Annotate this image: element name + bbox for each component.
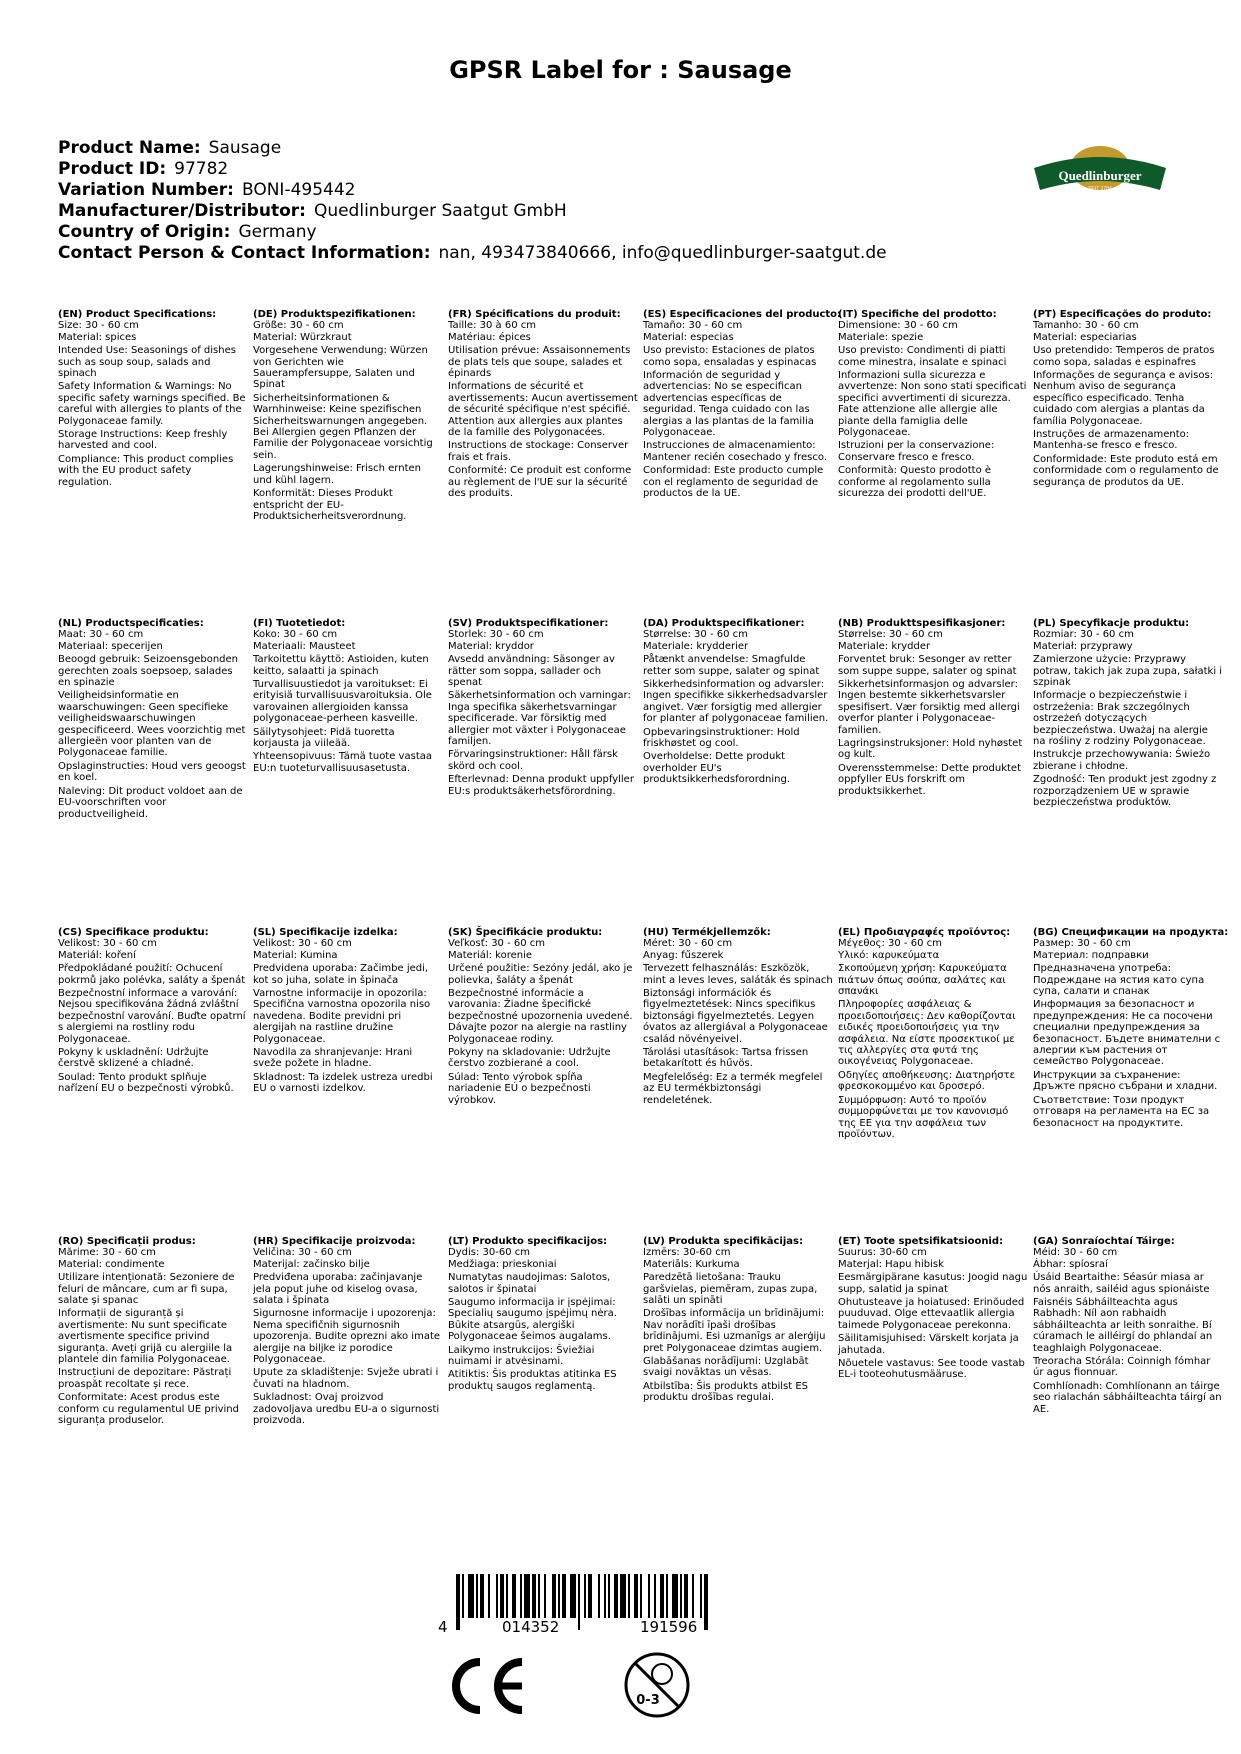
barcode-bar <box>640 1574 642 1618</box>
ce-mark <box>450 1656 530 1716</box>
spec-line: Méret: 30 - 60 cm <box>643 938 733 950</box>
barcode-bar <box>578 1574 580 1630</box>
barcode-bar <box>506 1574 508 1618</box>
spec-block <box>253 927 443 1095</box>
spec-line: Størrelse: 30 - 60 cm <box>643 629 748 641</box>
spec-line: Material: Würzkraut <box>253 331 352 343</box>
barcode-bar <box>692 1574 694 1618</box>
info-row <box>58 180 887 201</box>
spec-line: Utilisation prévue: Assaisonnements de plats tels que soupe, salades et épinards <box>448 345 631 380</box>
spec-block <box>58 309 248 488</box>
spec-line: Turvallisuustiedot ja varoitukset: Ei erityisiä turvallisuusvaroituksia. Ole varovainen allergioiden kanssa polygonaceae-perheen kasveille. <box>253 679 432 725</box>
spec-line: Veličina: 30 - 60 cm <box>253 1247 352 1259</box>
spec-line: Material: spices <box>58 331 137 343</box>
spec-line: Opbevaringsinstruktioner: Hold friskhøstet og cool. <box>643 726 800 750</box>
spec-line: Atbilstība: Šis produkts atbilst ES produktu drošības regulai. <box>643 1380 809 1404</box>
spec-line: Koko: 30 - 60 cm <box>253 629 338 641</box>
spec-line: Lagringsinstruksjoner: Hold nyhøstet og kult. <box>838 738 1023 761</box>
spec-line: Eesmärgipärane kasutus: Joogid nagu supp, salatid ja spinat <box>838 1272 1028 1295</box>
barcode-bar <box>700 1574 702 1618</box>
spec-line: Comhlíonadh: Comhlíonann an táirge seo rialachán sábháilteachta táirgí an AE. <box>1033 1380 1222 1415</box>
spec-line: Uso previsto: Estaciones de platos como sopa, ensaladas y espinacas <box>643 345 817 368</box>
spec-heading: (DE) Produktspezifikationen: <box>253 309 416 320</box>
spec-heading: (SV) Produktspecifikationer: <box>448 618 609 629</box>
spec-block <box>448 1236 638 1392</box>
spec-line: Yhteensopivuus: Tämä tuote vastaa EU:n tuoteturvallisuusasetusta. <box>253 751 432 774</box>
spec-line: Méid: 30 - 60 cm <box>1033 1247 1118 1259</box>
spec-line: Material: Kumina <box>253 949 338 961</box>
spec-line: Σκοπούμενη χρήση: Καρυκεύματα πιάτων όπως σούπα, σαλάτες και σπανάκι <box>838 963 1007 998</box>
info-label: Product ID: <box>58 159 167 179</box>
spec-block <box>838 1236 1028 1381</box>
spec-heading: (ES) Especificaciones del producto: <box>643 309 842 320</box>
spec-line: Materiál: koření <box>58 949 136 961</box>
spec-line: Información de seguridad y advertencias: No se especifican advertencias específicas de seguridad. Tenga cuidado con las alergias a las plantas de la familia Polygonaceae. <box>643 370 814 439</box>
spec-line: Instructions de stockage: Conserver frais et frais. <box>448 440 629 463</box>
spec-line: Uso previsto: Condimenti di piatti come minestra, insalate e spinaci <box>838 345 1007 368</box>
barcode-bar <box>608 1574 610 1618</box>
logo-text: Quedlinburger <box>1058 168 1142 183</box>
spec-line: Matériau: épices <box>448 331 531 343</box>
spec-heading: (HU) Termékjellemzők: <box>643 927 771 938</box>
spec-line: Storage Instructions: Keep freshly harvested and cool. <box>58 429 228 452</box>
spec-line: Predviđena uporaba: začinjavanje jela poput juhe od kiselog ovasa, salata i špinata <box>253 1272 423 1307</box>
spec-line: Avsedd användning: Säsonger av rätter som soppa, sallader och spenat <box>448 654 615 689</box>
barcode-bar <box>532 1574 536 1618</box>
spec-line: Treoracha Stórála: Coinnigh fómhar úr agus fionnuar. <box>1033 1356 1211 1379</box>
spec-line: Materiale: krydderier <box>643 640 749 652</box>
barcode-bar <box>660 1574 664 1618</box>
spec-line: Materjal: Hapu hibisk <box>838 1258 944 1270</box>
spec-line: Größe: 30 - 60 cm <box>253 320 344 332</box>
spec-heading: (FR) Spécifications du produit: <box>448 309 621 320</box>
spec-line: Materiale: krydder <box>838 640 931 652</box>
spec-line: Saugumo informacija ir įspėjimai: Specialių saugumo įspėjimų nėra. Būkite atsargūs, alergiški Polygonaceae šeimos augalams. <box>448 1297 617 1343</box>
spec-line: Utilizare intenționată: Sezoniere de feluri de mâncare, cum ar fi supa, salate și spanac <box>58 1272 235 1307</box>
spec-line: Συμμόρφωση: Αυτό το προϊόν συμμορφώνεται με τον κανονισμό της ΕΕ για την ασφάλεια των προϊόντων. <box>838 1094 1009 1140</box>
barcode-bar <box>552 1574 556 1618</box>
spec-line: Materiale: spezie <box>838 331 924 343</box>
spec-line: Υλικό: καρυκεύματα <box>838 949 940 961</box>
age-warning-icon <box>622 1650 692 1720</box>
spec-line: Numatytas naudojimas: Salotos, salotos ir špinatai <box>448 1272 611 1295</box>
spec-line: Lagerungshinweise: Frisch ernten und kühl lagern. <box>253 463 421 486</box>
barcode-digit-group-1: 014352 <box>502 1618 560 1636</box>
spec-block <box>643 1236 833 1404</box>
spec-line: Материал: подправки <box>1033 949 1149 961</box>
spec-line: Izmērs: 30-60 cm <box>643 1247 731 1259</box>
spec-line: Предназначена употреба: Подреждане на ястия като супа супа, салати и спанак <box>1033 963 1205 998</box>
barcode-bar <box>562 1574 566 1618</box>
barcode-bar <box>604 1574 606 1618</box>
barcode-bar <box>570 1574 576 1618</box>
spec-line: Informazioni sulla sicurezza e avvertenze: Non sono stati specificati specifici avvertimenti di sicurezza. Fate attenzione alle allergie alle piante della famiglia delle Polygonaceae. <box>838 370 1027 439</box>
spec-block <box>1033 1236 1223 1415</box>
barcode-digit-group-2: 191596 <box>640 1618 698 1636</box>
spec-line: Biztonsági információk és figyelmeztetések: Nincs specifikus biztonsági figyelmeztetés. Legyen óvatos az allergiával a Polygonaceae család növényeivel. <box>643 988 828 1045</box>
info-value: BONI-495442 <box>241 180 356 200</box>
barcode-bar <box>634 1574 638 1618</box>
spec-block <box>643 927 833 1106</box>
spec-block <box>1033 618 1223 809</box>
barcode-bar <box>666 1574 668 1618</box>
spec-line: Material: condimente <box>58 1258 165 1270</box>
spec-line: Drošības informācija un brīdinājumi: Nav norādīti īpaši drošības brīdinājumi. Esi uzmanīgs ar alerģiju pret Polygonaceae dzimtas augiem. <box>643 1308 826 1354</box>
info-row <box>58 222 887 243</box>
spec-line: Conformidad: Este producto cumple con el reglamento de seguridad de productos de la UE. <box>643 465 824 500</box>
spec-line: Istruzioni per la conservazione: Conservare fresco e fresco. <box>838 440 995 463</box>
spec-line: Material: especiarias <box>1033 331 1137 343</box>
spec-line: Säkerhetsinformation och varningar: Inga specifika säkerhetsvarningar specificerade. Var försiktig med allergier mot växter i Polygonaceae familjen. <box>448 690 631 748</box>
spec-line: Οδηγίες αποθήκευσης: Διατηρήστε φρεσκοκομμένο και δροσερό. <box>838 1069 1016 1093</box>
spec-line: Tarkoitettu käyttö: Astioiden, kuten keitto, salaatti ja spinach <box>253 654 429 677</box>
spec-line: Dimensione: 30 - 60 cm <box>838 320 958 332</box>
spec-line: Säilytysohjeet: Pidä tuoretta korjausta ja viileää. <box>253 726 395 750</box>
spec-line: Compliance: This product complies with the EU product safety regulation. <box>58 453 234 488</box>
info-label: Manufacturer/Distributor: <box>58 201 306 221</box>
spec-line: Suurus: 30-60 cm <box>838 1247 927 1259</box>
spec-block <box>448 309 638 500</box>
barcode-bar <box>684 1574 688 1618</box>
spec-line: Taille: 30 à 60 cm <box>448 320 536 332</box>
spec-block <box>58 1236 248 1427</box>
spec-line: Laikymo instrukcijos: Šviežiai nuimami ir atvėsinami. <box>448 1344 595 1368</box>
spec-line: Předpokládané použití: Ochucení pokrmů jako polévka, saláty a špenát <box>58 963 246 986</box>
barcode-bar <box>468 1574 474 1618</box>
spec-line: Tamanho: 30 - 60 cm <box>1033 320 1139 332</box>
spec-heading: (DA) Produktspecifikationer: <box>643 618 805 629</box>
spec-line: Informações de segurança e avisos: Nenhum aviso de segurança específico especificado. Tenha cuidado com alergias a plantas da família Polygonaceae. <box>1033 370 1214 427</box>
barcode-bar <box>512 1574 516 1618</box>
spec-line: Информация за безопасност и предупреждения: Не са посочени специални предупреждения за безопасност. Бъдете внимателни с алергии към растения от семейство Polygonaceae. <box>1033 999 1221 1068</box>
spec-line: Veľkosť: 30 - 60 cm <box>448 938 546 950</box>
barcode-bar <box>462 1574 464 1618</box>
spec-line: Material: kryddor <box>448 640 534 652</box>
info-value: Sausage <box>208 138 282 158</box>
info-value: nan, 493473840666, info@quedlinburger-saatgut.de <box>438 243 887 263</box>
spec-line: Ohutusteave ja hoiatused: Erinõuded puuduvad. Olge ettevaatlik allergia taimede Polygonaceae perekonna. <box>838 1297 1025 1331</box>
page-title: GPSR Label for : Sausage <box>449 56 792 84</box>
spec-line: Materiaal: specerijen <box>58 640 163 652</box>
spec-line: Pokyny na skladovanie: Udržujte čerstvo zozbierané a cool. <box>448 1047 611 1070</box>
barcode-bar <box>500 1574 504 1618</box>
spec-line: Conformitate: Acest produs este conform cu regulamentul UE privind siguranța produselor. <box>58 1392 239 1427</box>
spec-line: Sikkerhetsinformasjon og advarsler: Ingen bestemte sikkerhetsvarsler spesifisert. Vær forsiktig med allergi overfor planter i Polygonaceae-familien. <box>838 679 1020 736</box>
spec-line: Tárolási utasítások: Tartsa frissen betakarított és hűvös. <box>643 1047 809 1070</box>
barcode-bar <box>480 1574 484 1618</box>
info-row <box>58 138 887 159</box>
spec-line: Materiál: korenie <box>448 949 533 961</box>
barcode-bar <box>628 1574 630 1618</box>
spec-line: Velikost: 30 - 60 cm <box>58 938 157 950</box>
spec-line: Upute za skladištenje: Svježe ubrati i čuvati na hladnom. <box>253 1367 439 1390</box>
brand-logo <box>1030 138 1170 202</box>
spec-line: Veiligheidsinformatie en waarschuwingen: Geen specifieke veiligheidswaarschuwingen gespecificeerd. Wees voorzichtig met allergieën voor planten van de Polygonaceae familie. <box>58 690 246 759</box>
spec-block <box>1033 309 1223 488</box>
spec-line: Informations de sécurité et avertissements: Aucun avertissement de sécurité spécifique n'est spécifié. Attention aux allergies aux plantes de la famille des Polygonacées. <box>448 381 638 439</box>
barcode-bar <box>704 1574 708 1630</box>
spec-block <box>58 927 248 1095</box>
spec-line: Rozmiar: 30 - 60 cm <box>1033 629 1134 641</box>
info-row <box>58 201 887 222</box>
barcode-bar <box>584 1574 586 1618</box>
spec-line: Instrucciones de almacenamiento: Mantener recién cosechado y fresco. <box>643 440 828 463</box>
spec-heading: (EL) Προδιαγραφές προϊόντος: <box>838 927 1011 938</box>
spec-line: Intended Use: Seasonings of dishes such as soup soup, salads and spinach <box>58 345 236 380</box>
spec-line: Conformidade: Este produto está em conformidade com o regulamento de segurança de produtos da UE. <box>1033 453 1219 488</box>
spec-line: Paredzētā lietošana: Trauku garšvielas, piemēram, zupas zupa, salāti un spināti <box>643 1272 818 1307</box>
spec-block <box>253 309 443 522</box>
spec-line: Overensstemmelse: Dette produktet oppfyller EUs forskrift om produktsikkerhet. <box>838 762 1021 797</box>
spec-line: Beoogd gebruik: Seizoensgebonden gerechten zoals soepsoep, salades en spinazie <box>58 654 239 689</box>
spec-line: Velikost: 30 - 60 cm <box>253 938 352 950</box>
spec-line: Zgodność: Ten produkt jest zgodny z rozporządzeniem UE w sprawie bezpieczeństwa produktów. <box>1033 774 1217 809</box>
spec-heading: (CS) Specifikace produktu: <box>58 927 209 938</box>
spec-line: Инструкции за съхранение: Дръжте прясно събрани и хладни. <box>1033 1069 1218 1093</box>
barcode-bar <box>558 1574 560 1618</box>
barcode-bar <box>620 1574 626 1618</box>
spec-line: Varnostne informacije in opozorila: Specifična varnostna opozorila niso navedena. Bodite previdni pri alergijah na rastline družine Polygonaceae. <box>253 988 431 1045</box>
info-value: Germany <box>238 222 317 242</box>
barcode-bar <box>588 1574 592 1618</box>
spec-line: Glabāšanas norādījumi: Uzglabāt svaigi novāktas un vēsas. <box>643 1356 809 1379</box>
spec-line: Materiał: przyprawy <box>1033 640 1133 652</box>
spec-heading: (NB) Produkttspesifikasjoner: <box>838 618 1006 629</box>
info-label: Product Name: <box>58 138 201 158</box>
spec-line: Material: especias <box>643 331 734 343</box>
spec-line: Nõuetele vastavus: See toode vastab EL-i tooteohutusmääruse. <box>838 1358 1025 1381</box>
info-row <box>58 159 887 180</box>
spec-line: Bezpečnostné informácie a varovania: Žiadne špecifické bezpečnostné upozornenia uvedené. Dávajte pozor na alergie na rastliny Polygonaceae rodiny. <box>448 988 633 1045</box>
spec-line: Instruções de armazenamento: Mantenha-se fresco e fresco. <box>1033 429 1190 452</box>
spec-line: Mărime: 30 - 60 cm <box>58 1247 156 1259</box>
barcode-bar <box>672 1574 678 1618</box>
spec-line: Instrukcje przechowywania: Świeżo zbierane i chłodne. <box>1033 749 1211 772</box>
spec-line: Zamierzone użycie: Przyprawy potraw, takich jak zupa zupa, sałatki i szpinak <box>1033 654 1223 689</box>
product-info <box>58 138 887 264</box>
spec-line: Opslaginstructies: Houd vers geoogst en koel. <box>58 760 246 784</box>
info-value: 97782 <box>174 159 229 179</box>
info-label: Contact Person & Contact Information: <box>58 243 431 263</box>
spec-line: Uso pretendido: Temperos de pratos como sopa, saladas e espinafres <box>1033 345 1215 368</box>
spec-line: Størrelse: 30 - 60 cm <box>838 629 943 641</box>
logo-subtext: SEIT 1784 <box>1088 186 1112 192</box>
spec-heading: (LV) Produkta specifikācijas: <box>643 1236 803 1247</box>
spec-block <box>253 1236 443 1427</box>
spec-line: Materiaali: Mausteet <box>253 640 356 652</box>
spec-line: Forventet bruk: Sesonger av retter som suppe suppe, salater og spinat <box>838 654 1017 677</box>
spec-heading: (ET) Toote spetsifikatsioonid: <box>838 1236 1004 1247</box>
spec-line: Megfelelőség: Ez a termék megfelel az EU termékbiztonsági rendeletének. <box>643 1071 823 1106</box>
spec-line: Naleving: Dit product voldoet aan de EU-voorschriften voor productveiligheid. <box>58 785 243 820</box>
spec-line: Sikkerhedsinformation og advarsler: Ingen specifikke sikkerhedsadvarsler angivet. Vær forsigtig med allergier for planter af polygonaceae familien. <box>643 679 829 725</box>
spec-line: Storlek: 30 - 60 cm <box>448 629 544 641</box>
spec-line: Faisnéis Sábháilteachta agus Rabhadh: Níl aon rabhaidh sábháilteachta ar leith sonraithe. Bí cúramach le ailléirgí do phlandaí an teaghlaigh Polygonaceae. <box>1033 1297 1213 1354</box>
spec-line: Size: 30 - 60 cm <box>58 320 139 332</box>
barcode-bar <box>476 1574 478 1618</box>
spec-line: Πληροφορίες ασφάλειας & προειδοποιήσεις: Δεν καθορίζονται ειδικές προειδοποιήσεις για την ασφάλεια. Να είστε προσεκτικοί με τις αλλεργίες στα φυτά της οικογένειας Polygonaceae. <box>838 999 1016 1068</box>
spec-heading: (BG) Спецификации на продукта: <box>1033 927 1229 938</box>
spec-line: Förvaringsinstruktioner: Håll färsk skörd och cool. <box>448 749 618 772</box>
spec-line: Konformität: Dieses Produkt entspricht der EU-Produktsicherheitsverordnung. <box>253 488 407 522</box>
spec-line: Informacje o bezpieczeństwie i ostrzeżenia: Brak szczególnych ostrzeżeń dotyczących bezpieczeństwa. Uważaj na alergie na rośliny z rodziny Polygonaceae. <box>1033 690 1208 748</box>
spec-line: Maat: 30 - 60 cm <box>58 629 144 641</box>
spec-heading: (RO) Specificații produs: <box>58 1236 196 1247</box>
spec-line: Tamaño: 30 - 60 cm <box>643 320 743 332</box>
barcode-bar <box>544 1574 546 1618</box>
spec-block <box>448 927 638 1106</box>
spec-line: Navodila za shranjevanje: Hrani sveže požete in hladne. <box>253 1047 413 1070</box>
age-warning-label: 0-3 <box>636 1693 660 1708</box>
spec-heading: (FI) Tuotetiedot: <box>253 618 346 629</box>
spec-line: Sukladnost: Ovaj proizvod zadovoljava uredbu EU-a o sigurnosti proizvoda. <box>253 1392 440 1427</box>
spec-heading: (PT) Especificações do produto: <box>1033 309 1212 320</box>
spec-heading: (PL) Specyfikacje produktu: <box>1033 618 1190 629</box>
spec-line: Atitiktis: Šis produktas atitinka ES produktų saugos reglamentą. <box>448 1369 617 1392</box>
spec-block <box>253 618 443 774</box>
spec-block <box>448 618 638 797</box>
spec-heading: (NL) Productspecificaties: <box>58 618 204 629</box>
spec-block <box>643 309 842 500</box>
spec-line: Ábhar: spíosraí <box>1033 1258 1108 1270</box>
barcode-bar <box>538 1574 540 1618</box>
spec-line: Påtænkt anvendelse: Smagfulde retter som suppe, salater og spinat <box>643 654 820 677</box>
barcode-bar <box>654 1574 656 1618</box>
barcode-digit-lead: 4 <box>438 1618 448 1636</box>
spec-line: Dydis: 30-60 cm <box>448 1247 530 1259</box>
barcode-bar <box>488 1574 490 1618</box>
info-row <box>58 243 887 264</box>
spec-line: Bezpečnostní informace a varování: Nejsou specifikována žádná zvláštní bezpečnostní varování. Buďte opatrní s alergiemi na rostliny rodu Polygonaceae. <box>58 988 246 1045</box>
barcode-bar <box>496 1574 498 1618</box>
spec-line: Sigurnosne informacije i upozorenja: Nema specifičnih sigurnosnih upozorenja. Budite oprezni ako imate alergije na biljke iz porodice Polygonaceae. <box>253 1308 441 1366</box>
spec-line: Materiāls: Kurkuma <box>643 1258 740 1270</box>
spec-heading: (HR) Specifikacije proizvoda: <box>253 1236 416 1247</box>
barcode-bar <box>598 1574 600 1618</box>
spec-heading: (IT) Specifiche del prodotto: <box>838 309 997 320</box>
spec-heading: (LT) Produkto specifikacijos: <box>448 1236 608 1247</box>
spec-line: Conformità: Questo prodotto è conforme al regolamento sulla sicurezza dei prodotti dell'UE. <box>838 465 992 500</box>
spec-line: Tervezett felhasználás: Eszközök, mint a leves leves, saláták és spinach <box>643 963 833 986</box>
spec-line: Съответствие: Този продукт отговаря на регламента на ЕС за безопасност на продуктите. <box>1033 1094 1210 1129</box>
spec-line: Súlad: Tento výrobok spĺňa nariadenie EÚ o bezpečnosti výrobkov. <box>448 1071 591 1106</box>
barcode <box>446 1574 716 1658</box>
spec-block <box>643 618 833 786</box>
barcode-bar <box>520 1574 522 1618</box>
spec-line: Pokyny k uskladnění: Udržujte čerstvě sklizené a chladné. <box>58 1047 209 1070</box>
spec-line: Skladnost: Ta izdelek ustreza uredbi EU o varnosti izdelkov. <box>253 1071 433 1095</box>
spec-line: Размер: 30 - 60 cm <box>1033 938 1131 950</box>
barcode-bar <box>614 1574 618 1618</box>
spec-line: Materijal: začinsko bilje <box>253 1258 370 1270</box>
spec-line: Instrucțiuni de depozitare: Păstrați proaspăt recoltate și rece. <box>58 1367 232 1390</box>
spec-line: Sicherheitsinformationen & Warnhinweise: Keine spezifischen Sicherheitswarnungen angegeben. Bei Allergien gegen Pflanzen der Familie der Polygonaceae vorsichtig sein. <box>253 392 433 461</box>
spec-heading: (EN) Product Specifications: <box>58 309 217 320</box>
spec-line: Určené použitie: Sezóny jedál, ako je polievka, šaláty a špenát <box>448 963 633 986</box>
spec-line: Medžiaga: prieskoniai <box>448 1258 557 1270</box>
barcode-bar <box>680 1574 682 1618</box>
spec-block <box>1033 927 1229 1129</box>
spec-block <box>58 618 248 820</box>
spec-line: Efterlevnad: Denna produkt uppfyller EU:s produktsäkerhetsförordning. <box>448 774 634 797</box>
spec-line: Soulad: Tento produkt splňuje nařízení EU o bezpečnosti výrobků. <box>58 1071 234 1095</box>
spec-line: Vorgesehene Verwendung: Würzen von Gerichten wie Sauerampfersuppe, Salaten und Spinat <box>253 345 428 391</box>
spec-heading: (SL) Specifikacije izdelka: <box>253 927 398 938</box>
barcode-bar <box>524 1574 530 1618</box>
spec-line: Μέγεθος: 30 - 60 cm <box>838 938 942 950</box>
spec-block <box>838 309 1028 500</box>
spec-heading: (GA) Sonraíochtaí Táirge: <box>1033 1236 1175 1247</box>
barcode-bar <box>648 1574 650 1618</box>
spec-line: Predvidena uporaba: Začimbe jedi, kot so juha, solate in špinača <box>253 963 429 986</box>
spec-line: Úsáid Beartaithe: Séasúr miasa ar nós anraith, sailéid agus spionáiste <box>1033 1272 1210 1295</box>
info-value: Quedlinburger Saatgut GmbH <box>313 201 567 221</box>
spec-line: Safety Information & Warnings: No specific safety warnings specified. Be careful with allergies to plants of the Polygonaceae family. <box>58 381 246 427</box>
spec-line: Anyag: fűszerek <box>643 949 724 961</box>
spec-line: Informații de siguranță și avertismente: Nu sunt specificate avertismente specifice privind siguranța. Aveți grijă cu alergiile la plantele din familia Polygonaceae. <box>58 1308 233 1366</box>
spec-block <box>838 927 1028 1140</box>
info-label: Country of Origin: <box>58 222 231 242</box>
info-label: Variation Number: <box>58 180 234 200</box>
spec-line: Overholdelse: Dette produkt overholder EU's produktsikkerhedsforordning. <box>643 751 791 786</box>
barcode-bar <box>456 1574 460 1630</box>
spec-heading: (SK) Špecifikácie produktu: <box>448 927 603 938</box>
spec-line: Säilitamisjuhised: Värskelt korjata ja jahutada. <box>838 1333 1019 1356</box>
spec-block <box>838 618 1028 797</box>
spec-line: Conformité: Ce produit est conforme au règlement de l'UE sur la sécurité des produits. <box>448 465 632 500</box>
